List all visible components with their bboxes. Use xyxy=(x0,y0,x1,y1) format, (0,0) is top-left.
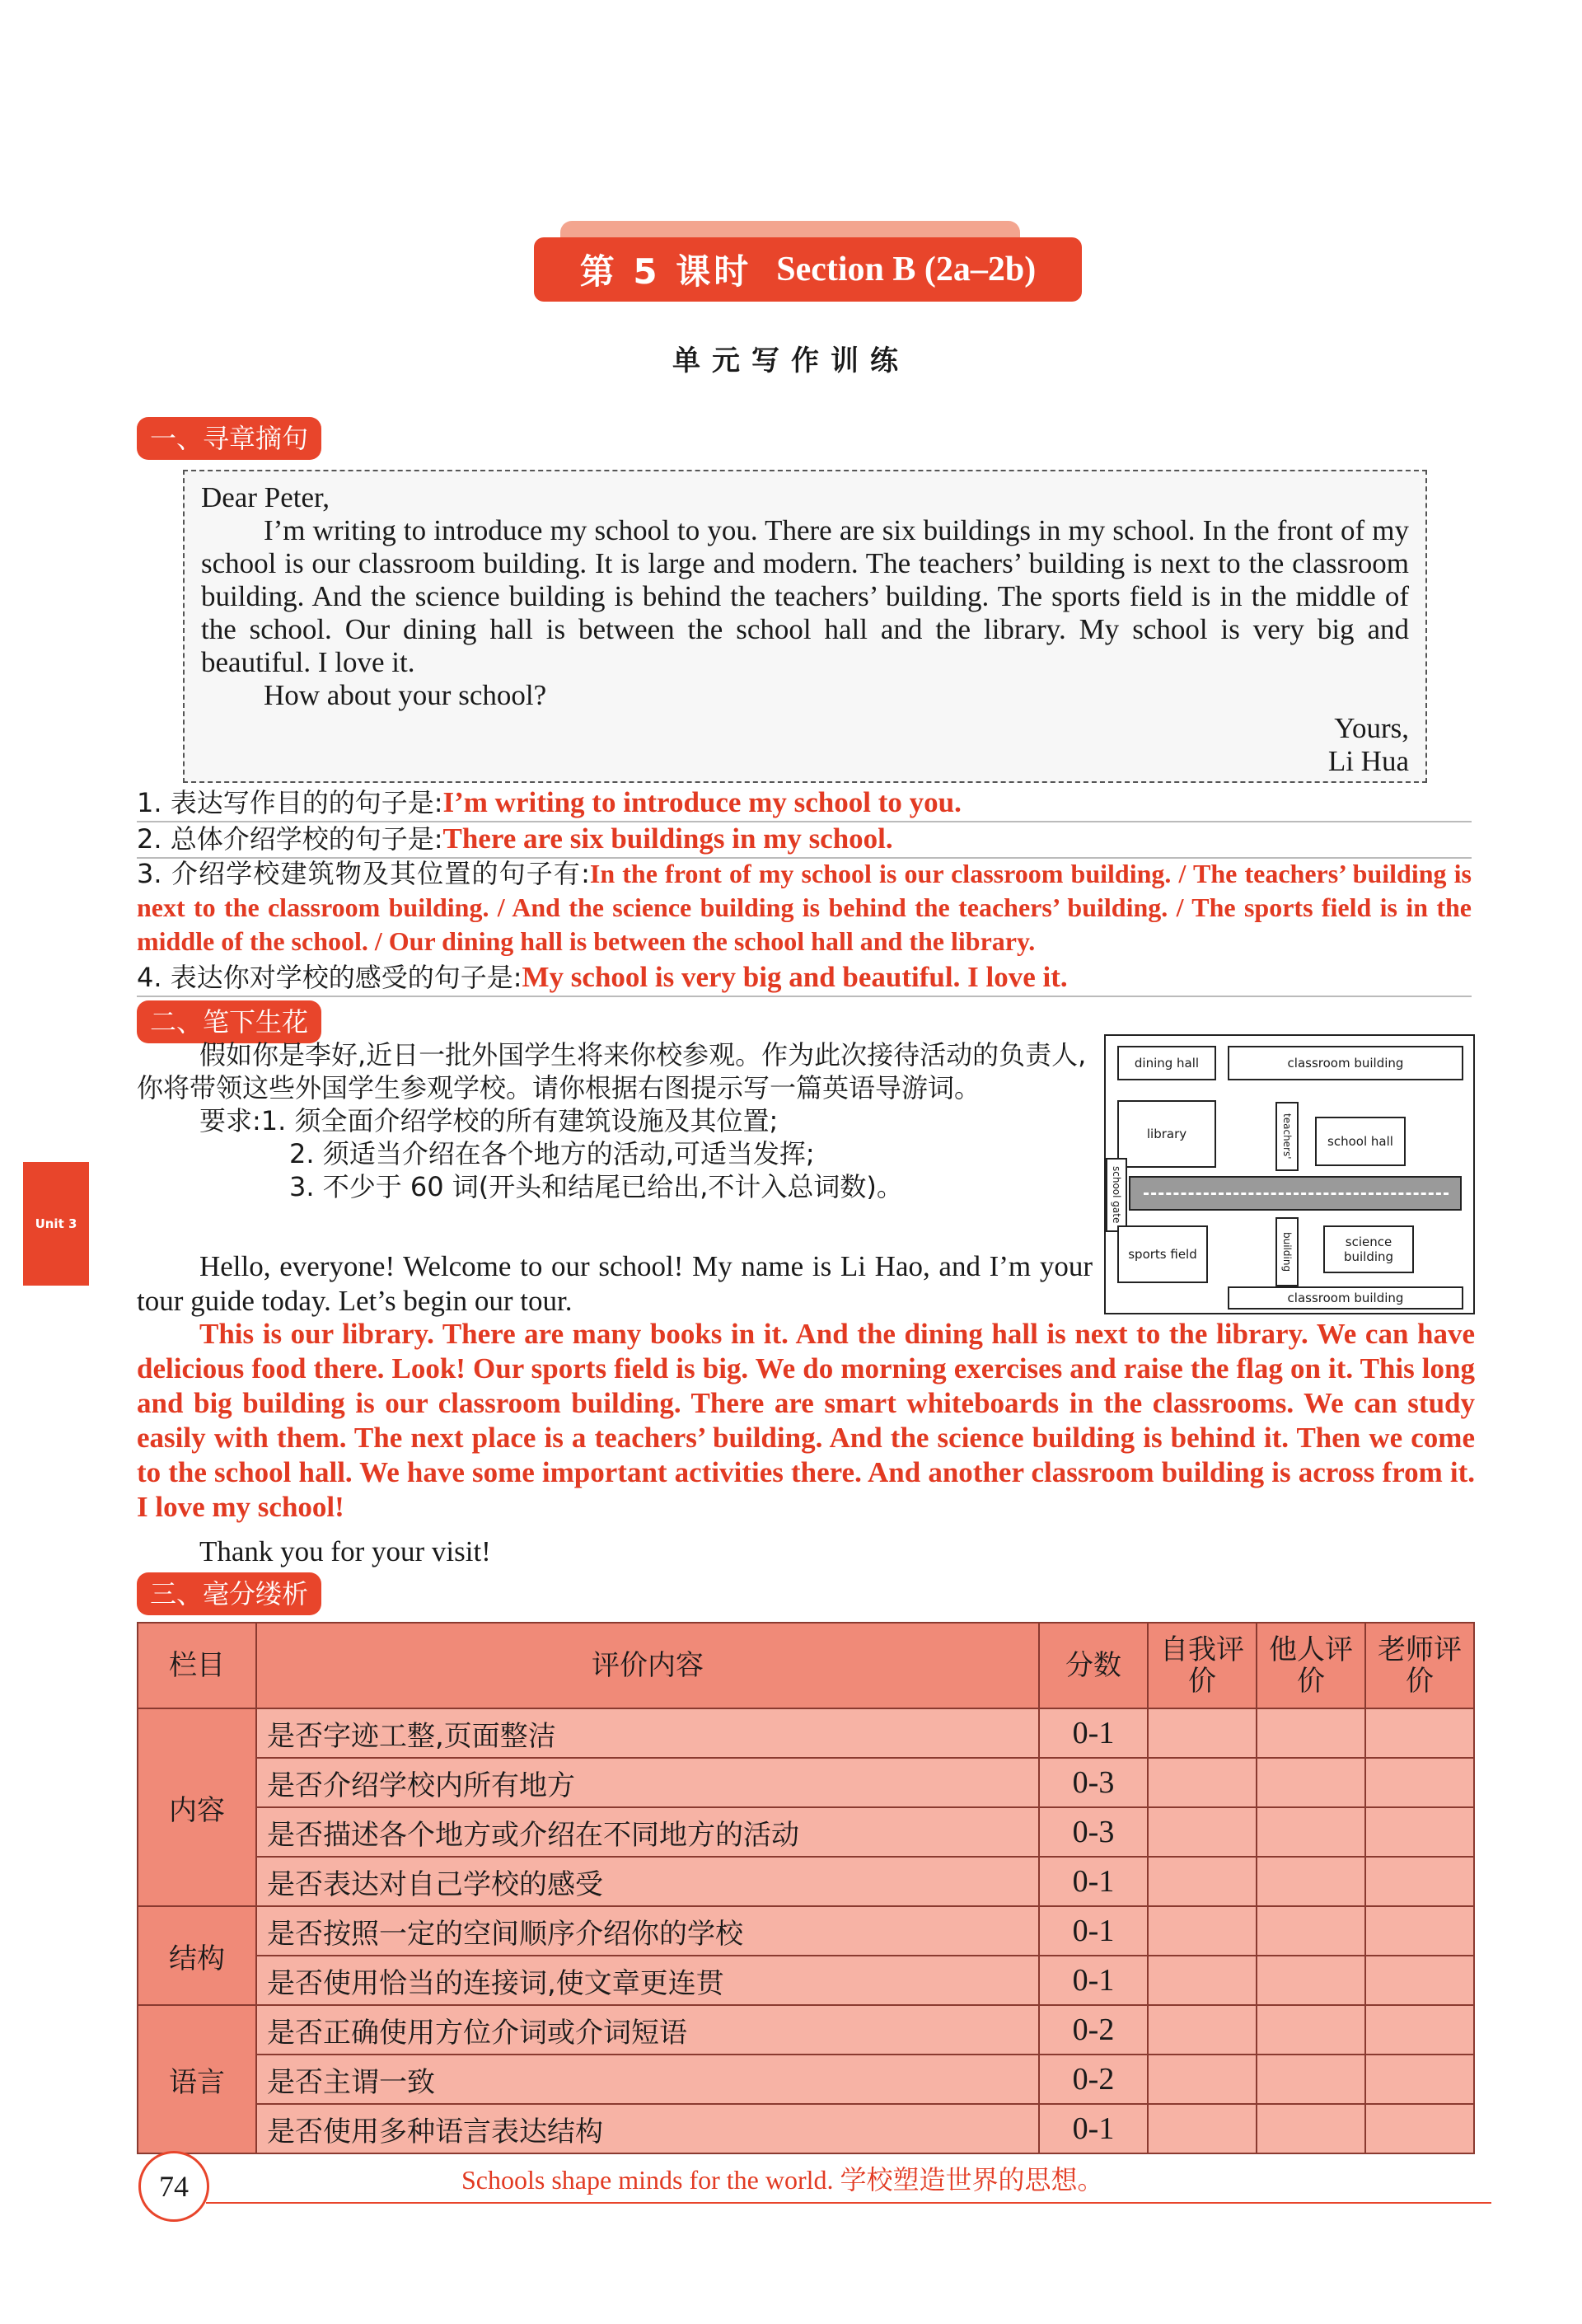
header-col2: 评价内容 xyxy=(256,1623,1039,1708)
question-3 xyxy=(137,857,1472,958)
teacher-eval-cell[interactable] xyxy=(1365,2104,1474,2153)
header-col1: 栏目 xyxy=(138,1623,256,1708)
requirement-2: 2. 须适当介绍在各个地方的活动,可适当发挥; xyxy=(289,1138,815,1169)
map-classroom-building-bottom: classroom building xyxy=(1228,1286,1463,1310)
header-col3: 分数 xyxy=(1039,1623,1148,1708)
self-eval-cell[interactable] xyxy=(1148,1708,1257,1758)
lesson-title xyxy=(534,237,1082,302)
peer-eval-cell[interactable] xyxy=(1257,1807,1365,1857)
rubric-item: 是否使用多种语言表达结构 xyxy=(256,2104,1039,2153)
peer-eval-cell[interactable] xyxy=(1257,2055,1365,2104)
map-building-label: building xyxy=(1275,1217,1299,1286)
teacher-eval-cell[interactable] xyxy=(1365,2055,1474,2104)
rubric-score: 0-1 xyxy=(1039,1956,1148,2005)
peer-eval-cell[interactable] xyxy=(1257,1708,1365,1758)
writing-prompt-text: 假如你是李好,近日一批外国学生将来你校参观。作为此次接待活动的负责人,你将带领这些外国学生参观学校。请你根据右图提示写一篇英语导游词。 xyxy=(137,1039,1087,1103)
page-subtitle: 单元写作训练 xyxy=(672,344,910,377)
rubric-score: 0-1 xyxy=(1039,1906,1148,1956)
essay-closing: Thank you for your visit! xyxy=(199,1535,491,1567)
teacher-eval-cell[interactable] xyxy=(1365,1857,1474,1906)
letter-question: How about your school? xyxy=(264,679,547,711)
letter-box xyxy=(183,470,1427,783)
map-road xyxy=(1129,1176,1462,1211)
map-classroom-building-top: classroom building xyxy=(1228,1046,1463,1080)
rubric-score: 0-3 xyxy=(1039,1807,1148,1857)
header-col6: 老师评价 xyxy=(1365,1623,1474,1708)
category-structure: 结构 xyxy=(138,1906,256,2005)
section-label-2: 二、笔下生花 xyxy=(137,1000,321,1043)
peer-eval-cell[interactable] xyxy=(1257,1906,1365,1956)
question-3-answer: In the front of my school is our classroom building. / The teachers’ building is next to the classroom building. / And the science building is behind the teachers’ building. / The sports field is in the middle of the school. / Our dining hall is between the school hall and the library. xyxy=(137,859,1472,956)
header-col5: 他人评价 xyxy=(1257,1623,1365,1708)
peer-eval-cell[interactable] xyxy=(1257,2005,1365,2055)
table-row xyxy=(138,1857,1474,1906)
rubric-item: 是否主谓一致 xyxy=(256,2055,1039,2104)
rubric-item: 是否使用恰当的连接词,使文章更连贯 xyxy=(256,1956,1039,2005)
self-eval-cell[interactable] xyxy=(1148,2104,1257,2153)
letter-closing: Yours, xyxy=(1334,712,1409,744)
table-row xyxy=(138,2005,1474,2055)
category-content: 内容 xyxy=(138,1708,256,1906)
question-2-prompt: 2. 总体介绍学校的句子是: xyxy=(137,823,443,855)
rubric-item: 是否介绍学校内所有地方 xyxy=(256,1758,1039,1807)
map-teachers-building: teachers' xyxy=(1275,1102,1299,1171)
rubric-table xyxy=(137,1622,1475,2154)
letter-signature: Li Hua xyxy=(1327,745,1409,777)
map-school-gate: school gate xyxy=(1106,1158,1127,1232)
table-row xyxy=(138,1906,1474,1956)
self-eval-cell[interactable] xyxy=(1148,2055,1257,2104)
section-label-1: 一、寻章摘句 xyxy=(137,417,321,460)
question-4 xyxy=(137,959,1472,997)
peer-eval-cell[interactable] xyxy=(1257,1956,1365,2005)
unit-side-tab: Unit 3 xyxy=(23,1162,89,1286)
peer-eval-cell[interactable] xyxy=(1257,1758,1365,1807)
peer-eval-cell[interactable] xyxy=(1257,2104,1365,2153)
rubric-score: 0-3 xyxy=(1039,1758,1148,1807)
requirement-3: 3. 不少于 60 词(开头和结尾已给出,不计入总词数)。 xyxy=(289,1171,903,1202)
question-1-prompt: 1. 表达写作目的的句子是: xyxy=(137,787,443,818)
question-1 xyxy=(137,785,1472,822)
self-eval-cell[interactable] xyxy=(1148,1857,1257,1906)
question-4-answer: My school is very big and beautiful. I love it. xyxy=(522,961,1068,993)
table-row xyxy=(138,2055,1474,2104)
table-row xyxy=(138,1708,1474,1758)
rubric-score: 0-2 xyxy=(1039,2005,1148,2055)
question-4-prompt: 4. 表达你对学校的感受的句子是: xyxy=(137,962,522,993)
rubric-item: 是否字迹工整,页面整洁 xyxy=(256,1708,1039,1758)
teacher-eval-cell[interactable] xyxy=(1365,2005,1474,2055)
essay-answer-text: This is our library. There are many books in it. And the dining hall is next to the library. We can have delicious food there. Look! Our sports field is big. We do morning exercises and raise the flag on it. This long and big building is our classroom building. There are smart whiteboards in the classrooms. We can study easily with them. The next place is a teachers’ building. And the science building is behind it. Then we come to the school hall. We have some important activities there. And another classroom building is across from it. I love my school! xyxy=(137,1318,1475,1523)
teacher-eval-cell[interactable] xyxy=(1365,1906,1474,1956)
question-3-prompt: 3. 介绍学校建筑物及其位置的句子有: xyxy=(137,858,590,889)
table-row xyxy=(138,2104,1474,2153)
question-1-answer: I’m writing to introduce my school to you. xyxy=(442,786,962,818)
map-sports-field: sports field xyxy=(1117,1225,1208,1283)
letter-greeting: Dear Peter, xyxy=(201,481,330,513)
map-dining-hall: dining hall xyxy=(1117,1046,1216,1080)
footer-rule xyxy=(206,2202,1491,2204)
rubric-item: 是否按照一定的空间顺序介绍你的学校 xyxy=(256,1906,1039,1956)
letter-body: I’m writing to introduce my school to you. There are six buildings in my school. In the front of my school is our classroom building. It is large and modern. The teachers’ building is next to the classroom building. And the science building is behind the teachers’ building. The sports field is in the middle of the school. Our dining hall is between the school hall and the library. My school is very big and beautiful. I love it. xyxy=(201,514,1409,678)
category-language: 语言 xyxy=(138,2005,256,2153)
teacher-eval-cell[interactable] xyxy=(1365,1758,1474,1807)
map-school-hall: school hall xyxy=(1315,1117,1406,1166)
self-eval-cell[interactable] xyxy=(1148,1807,1257,1857)
essay-answer xyxy=(137,1317,1475,1525)
lesson-section: Section B (2a–2b) xyxy=(776,251,1037,288)
table-row xyxy=(138,1758,1474,1807)
page-number: 74 xyxy=(138,2151,209,2222)
table-row xyxy=(138,1956,1474,2005)
rubric-score: 0-2 xyxy=(1039,2055,1148,2104)
teacher-eval-cell[interactable] xyxy=(1365,1708,1474,1758)
self-eval-cell[interactable] xyxy=(1148,1758,1257,1807)
rubric-header-row xyxy=(138,1623,1474,1708)
question-2-answer: There are six buildings in my school. xyxy=(442,822,893,855)
rubric-item: 是否正确使用方位介词或介词短语 xyxy=(256,2005,1039,2055)
school-map xyxy=(1104,1034,1475,1314)
map-library: library xyxy=(1117,1100,1216,1168)
requirement-1: 1. 须全面介绍学校的所有建筑设施及其位置; xyxy=(260,1105,779,1136)
writing-prompt xyxy=(137,1038,1093,1203)
footer-motto: Schools shape minds for the world. 学校塑造世界的思想。 xyxy=(461,2165,1104,2195)
map-road-centerline xyxy=(1144,1192,1449,1195)
teacher-eval-cell[interactable] xyxy=(1365,1807,1474,1857)
lesson-number: 第 5 课时 xyxy=(579,251,752,292)
rubric-score: 0-1 xyxy=(1039,1857,1148,1906)
header-col4: 自我评价 xyxy=(1148,1623,1257,1708)
question-2 xyxy=(137,821,1472,859)
map-science-building: science building xyxy=(1323,1225,1414,1273)
rubric-score: 0-1 xyxy=(1039,1708,1148,1758)
section-label-3: 三、毫分缕析 xyxy=(137,1572,321,1615)
rubric-item: 是否描述各个地方或介绍在不同地方的活动 xyxy=(256,1807,1039,1857)
self-eval-cell[interactable] xyxy=(1148,2005,1257,2055)
peer-eval-cell[interactable] xyxy=(1257,1857,1365,1906)
rubric-score: 0-1 xyxy=(1039,2104,1148,2153)
essay-opening: Hello, everyone! Welcome to our school! My name is Li Hao, and I’m your tour guide today. Let’s begin our tour. xyxy=(137,1250,1093,1317)
self-eval-cell[interactable] xyxy=(1148,1956,1257,2005)
teacher-eval-cell[interactable] xyxy=(1365,1956,1474,2005)
table-row xyxy=(138,1807,1474,1857)
self-eval-cell[interactable] xyxy=(1148,1906,1257,1956)
requirements-title: 要求: xyxy=(199,1105,261,1136)
rubric-item: 是否表达对自己学校的感受 xyxy=(256,1857,1039,1906)
